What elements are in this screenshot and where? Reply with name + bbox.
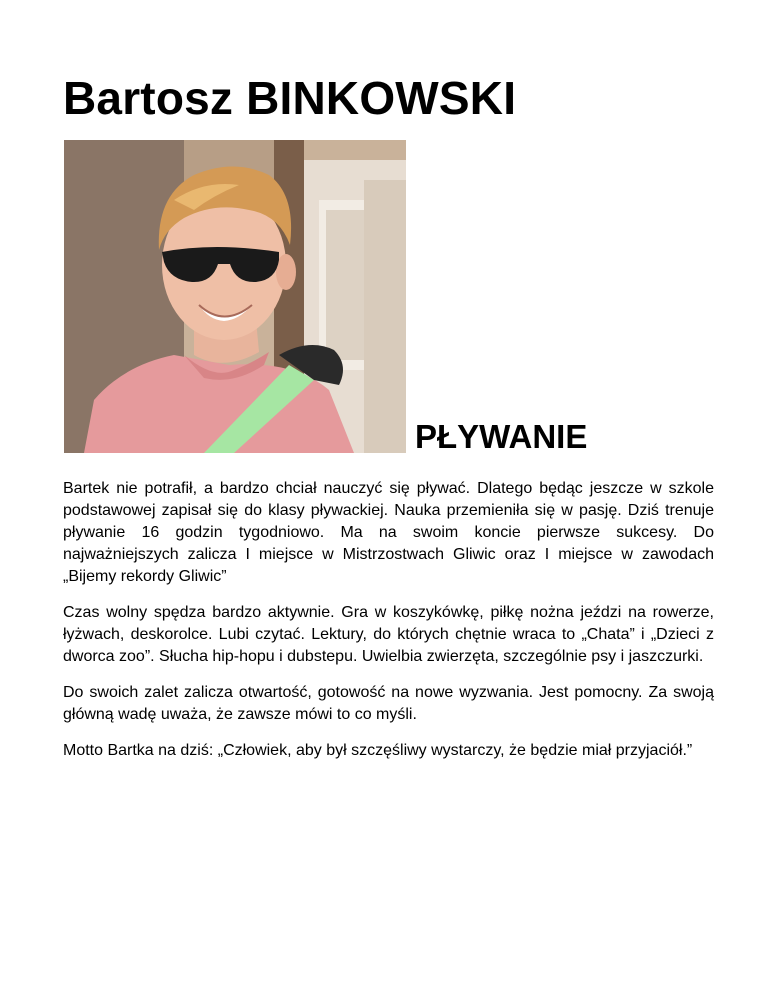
- paragraph-traits: Do swoich zalet zalicza otwartość, gotowość na nowe wyzwania. Jest pomocny. Za swoją główną wadę uważa, że zawsze mówi to co myśli.: [63, 684, 714, 723]
- paragraph-free-time: Czas wolny spędza bardzo aktywnie. Gra w koszykówkę, piłkę nożna jeździ na rowerze, łyżwach, deskorolce. Lubi czytać. Lektury, do których chętnie wraca to „Chata” i „Dzieci z dworca zoo”. Słucha hip-hopu i dubstepu. Uwielbia zwierzęta, szczególnie psy i jaszczurki.: [63, 604, 714, 665]
- portrait-photo-icon: [64, 140, 406, 453]
- section-title: PŁYWANIE: [415, 418, 588, 455]
- portrait-photo: [64, 140, 406, 453]
- paragraph-motto: Motto Bartka na dziś: „Człowiek, aby był szczęśliwy wystarczy, że będzie miał przyjaciół.”: [63, 742, 693, 759]
- biography-text: [63, 478, 714, 776]
- page-title: Bartosz BINKOWSKI: [63, 72, 517, 124]
- paragraph-swimming: Bartek nie potrafił, a bardzo chciał nauczyć się pływać. Dlatego będąc jeszcze w szkole podstawowej zapisał się do klasy pływackiej. Nauka przemieniła się w pasję. Dziś trenuje pływanie 16 godzin tygodniowo. Ma na swoim koncie pierwsze sukcesy. Do najważniejszych zalicza I miejsce w Mistrzostwach Gliwic oraz I miejsce w zawodach „Bijemy rekordy Gliwic”: [63, 480, 714, 585]
